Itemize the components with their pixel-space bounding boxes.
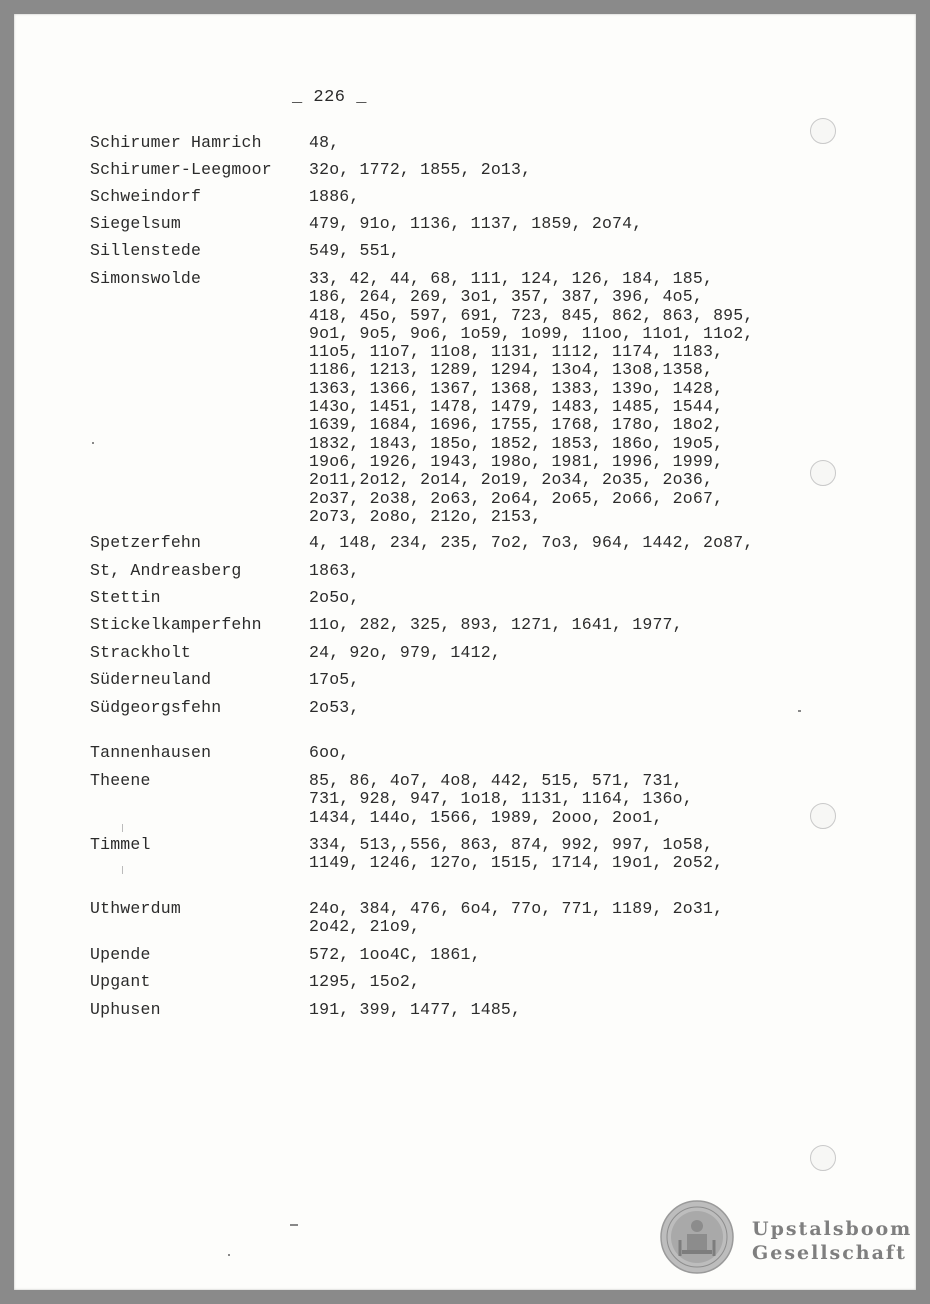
place-name: Simonswolde <box>90 269 202 288</box>
reference-line: 11o5, 11o7, 11o8, 1131, 1112, 1174, 1183, <box>309 342 724 362</box>
reference-numbers <box>309 589 809 607</box>
reference-line: 1886, <box>309 187 360 206</box>
reference-numbers <box>309 616 809 634</box>
reference-line: 17o5, <box>309 670 360 689</box>
reference-line: 24, 92o, 979, 1412, <box>309 643 501 662</box>
watermark-text <box>752 1217 912 1265</box>
reference-numbers <box>309 215 809 233</box>
scan-speck <box>290 1224 298 1226</box>
reference-line: 479, 91o, 1136, 1137, 1859, 2o74, <box>309 214 643 233</box>
reference-line: 2o53, <box>309 698 360 717</box>
reference-line: 32o, 1772, 1855, 2o13, <box>309 160 532 179</box>
reference-line: 1149, 1246, 127o, 1515, 1714, 19o1, 2o52, <box>309 853 724 873</box>
reference-line: 1863, <box>309 561 360 580</box>
place-name: Stettin <box>90 588 161 607</box>
reference-numbers <box>309 644 809 662</box>
place-name: Stickelkamperfehn <box>90 615 262 634</box>
reference-line: 11o, 282, 325, 893, 1271, 1641, 1977, <box>309 615 683 634</box>
reference-line: 19o6, 1926, 1943, 198o, 1981, 1996, 1999, <box>309 451 724 471</box>
reference-numbers <box>309 973 809 991</box>
reference-numbers <box>309 134 809 152</box>
place-name: Schirumer Hamrich <box>90 133 262 152</box>
reference-numbers <box>309 270 809 526</box>
document-page <box>14 14 916 1290</box>
reference-line: 2o11,2o12, 2o14, 2o19, 2o34, 2o35, 2o36, <box>309 470 714 490</box>
reference-line: 1639, 1684, 1696, 1755, 1768, 178o, 18o2, <box>309 415 724 435</box>
reference-line: 2o73, 2o8o, 212o, 2153, <box>309 506 542 526</box>
reference-numbers <box>309 671 809 689</box>
place-name: St, Andreasberg <box>90 561 242 580</box>
reference-numbers <box>309 242 809 260</box>
reference-line: 85, 86, 4o7, 4o8, 442, 515, 571, 731, <box>309 771 683 790</box>
reference-line: 143o, 1451, 1478, 1479, 1483, 1485, 1544, <box>309 397 724 417</box>
watermark-line-2: Gesellschaft <box>752 1242 907 1264</box>
reference-numbers <box>309 836 809 873</box>
place-name: Süderneuland <box>90 670 212 689</box>
place-name: Schirumer-Leegmoor <box>90 160 272 179</box>
reference-line: 33, 42, 44, 68, 111, 124, 126, 184, 185, <box>309 269 714 288</box>
reference-line: 572, 1oo4C, 1861, <box>309 945 481 964</box>
place-name: Spetzerfehn <box>90 533 202 552</box>
page-number: _ 226 _ <box>292 88 367 107</box>
reference-line: 1363, 1366, 1367, 1368, 1383, 139o, 1428, <box>309 378 724 398</box>
reference-line: 2o42, 21o9, <box>309 917 421 937</box>
reference-numbers <box>309 900 809 937</box>
reference-numbers <box>309 699 809 717</box>
society-seal <box>660 1200 734 1274</box>
place-name: Upende <box>90 945 151 964</box>
reference-line: 1186, 1213, 1289, 1294, 13o4, 13o8,1358, <box>309 360 714 380</box>
watermark-line-1: Upstalsboom <box>752 1218 913 1240</box>
reference-line: 334, 513,,556, 863, 874, 992, 997, 1o58, <box>309 835 714 854</box>
place-name: Tannenhausen <box>90 743 212 762</box>
punch-hole <box>810 118 836 144</box>
place-name: Sillenstede <box>90 241 202 260</box>
reference-line: 1832, 1843, 185o, 1852, 1853, 186o, 19o5, <box>309 433 724 453</box>
scan-speck <box>122 824 123 832</box>
scan-speck <box>798 710 801 712</box>
scan-speck <box>228 1254 230 1256</box>
reference-line: 24o, 384, 476, 6o4, 77o, 771, 1189, 2o31, <box>309 899 724 918</box>
reference-numbers <box>309 562 809 580</box>
place-name: Uphusen <box>90 1000 161 1019</box>
reference-numbers <box>309 534 809 552</box>
reference-numbers <box>309 188 809 206</box>
place-name: Upgant <box>90 972 151 991</box>
reference-line: 186, 264, 269, 3o1, 357, 387, 396, 4o5, <box>309 287 703 307</box>
place-name: Uthwerdum <box>90 899 181 918</box>
punch-hole <box>810 803 836 829</box>
place-name: Schweindorf <box>90 187 202 206</box>
reference-line: 2o37, 2o38, 2o63, 2o64, 2o65, 2o66, 2o67, <box>309 488 724 508</box>
reference-line: 418, 45o, 597, 691, 723, 845, 862, 863, 895, <box>309 305 754 325</box>
place-name: Siegelsum <box>90 214 181 233</box>
reference-line: 4, 148, 234, 235, 7o2, 7o3, 964, 1442, 2o87, <box>309 533 754 552</box>
reference-numbers <box>309 161 809 179</box>
scan-speck <box>122 866 123 874</box>
reference-line: 1434, 144o, 1566, 1989, 2ooo, 2oo1, <box>309 807 663 827</box>
punch-hole <box>810 1145 836 1171</box>
place-name: Timmel <box>90 835 151 854</box>
reference-line: 549, 551, <box>309 241 400 260</box>
reference-line: 9o1, 9o5, 9o6, 1o59, 1o99, 11oo, 11o1, 11o2, <box>309 323 754 343</box>
place-name: Strackholt <box>90 643 192 662</box>
reference-line: 48, <box>309 133 340 152</box>
reference-line: 6oo, <box>309 743 350 762</box>
reference-numbers <box>309 946 809 964</box>
place-name: Theene <box>90 771 151 790</box>
reference-line: 731, 928, 947, 1o18, 1131, 1164, 136o, <box>309 789 693 809</box>
reference-numbers <box>309 1001 809 1019</box>
reference-line: 2o5o, <box>309 588 360 607</box>
reference-line: 1295, 15o2, <box>309 972 421 991</box>
reference-line: 191, 399, 1477, 1485, <box>309 1000 522 1019</box>
reference-numbers <box>309 772 809 827</box>
scan-speck <box>92 442 94 444</box>
place-name: Südgeorgsfehn <box>90 698 222 717</box>
punch-hole <box>810 460 836 486</box>
reference-numbers <box>309 744 809 762</box>
